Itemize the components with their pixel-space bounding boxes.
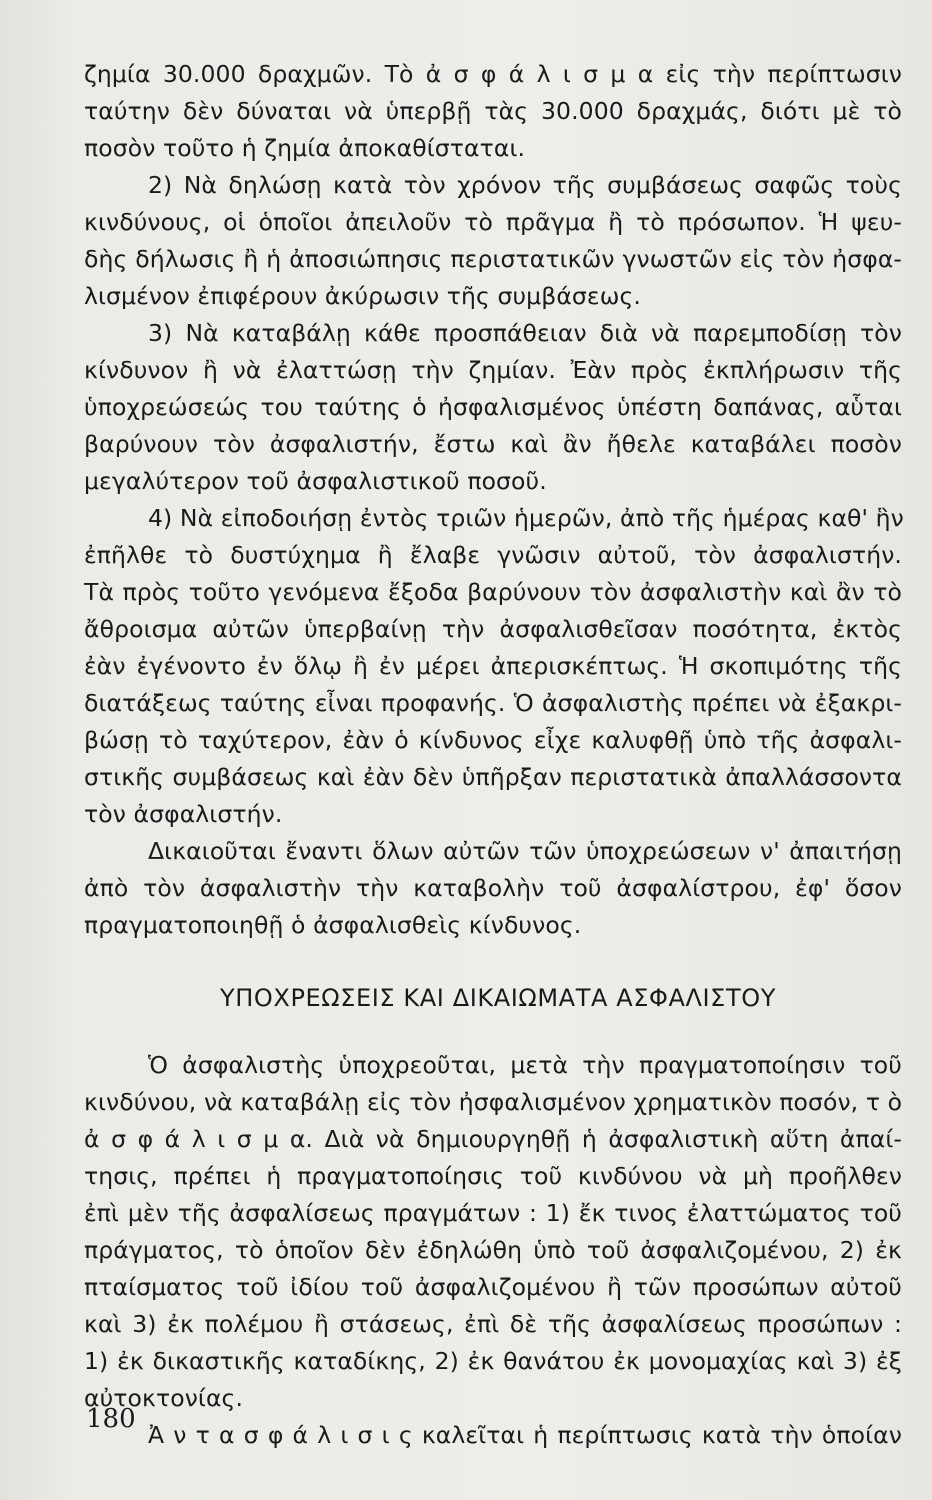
text-line: 4) Νὰ εἰποδοιήσῃ ἐντὸς τριῶν ἡμερῶν, ἀπὸ τῆς ἡμέρας καθ' ἣν [148, 504, 904, 532]
text-line: μεγαλύτερον τοῦ ἀσφαλιστικοῦ ποσοῦ. [84, 467, 547, 495]
text-line: λισμένον ἐπιφέρουν ἀκύρωσιν τῆς συμβάσεως. [84, 282, 641, 310]
text-line: ἀ σ φ ά λ ι σ μ α. Διὰ νὰ δημιουργηθῇ ἡ ἀσφαλιστικὴ αὕτη ἀπαί- [84, 1125, 902, 1153]
text-line: Τὰ πρὸς τοῦτο γενόμενα ἔξοδα βαρύνουν τὸν ἀσφαλιστὴν καὶ ἂν τὸ [84, 578, 902, 606]
text-line: ζημία 30.000 δραχμῶν. Τὸ ἀ σ φ ά λ ι σ μ α εἰς τὴν περίπτωσιν [84, 60, 902, 88]
text-line: δὴς δήλωσις ἢ ἡ ἀποσιώπησις περιστατικῶν γνωστῶν εἰς τὸν ἠσφα- [84, 245, 902, 273]
text-line: Ἀ ν τ α σ φ ά λ ι σ ι ς καλεῖται ἡ περίπτωσις κατὰ τὴν ὁποίαν [148, 1421, 902, 1449]
text-line: βαρύνουν τὸν ἀσφαλιστήν, ἔστω καὶ ἂν ἤθελε καταβάλει ποσὸν [84, 430, 902, 458]
text-line: κινδύνου, νὰ καταβάλῃ εἰς τὸν ἠσφαλισμένον χρηματικὸν ποσόν, τ ὸ [84, 1088, 903, 1116]
page-number: 180 [86, 1404, 136, 1434]
text-line: ταύτην δὲν δύναται νὰ ὑπερβῇ τὰς 30.000 δραχμάς, διότι μὲ τὸ [84, 97, 902, 125]
text-line: τησις, πρέπει ἡ πραγματοποίησις τοῦ κινδύνου νὰ μὴ προῆλθεν [84, 1162, 902, 1190]
section-heading: ΥΠΟΧΡΕΩΣΕΙΣ ΚΑΙ ΔΙΚΑΙΩΜΑΤΑ ΑΣΦΑΛΙΣΤΟΥ [220, 984, 776, 1012]
text-line: αὐτοκτονίας. [84, 1384, 244, 1412]
text-line: ὑποχρεώσεώς του ταύτης ὁ ἠσφαλισμένος ὑπέστη δαπάνας, αὗται [84, 393, 902, 421]
text-line: καὶ 3) ἐκ πολέμου ἢ στάσεως, ἐπὶ δὲ τῆς ἀσφαλίσεως προσώπων : [84, 1310, 902, 1338]
text-line: ἐπῆλθε τὸ δυστύχημα ἢ ἔλαβε γνῶσιν αὐτοῦ, τὸν ἀσφαλιστήν. [84, 541, 902, 569]
text-line: πταίσματος τοῦ ἰδίου τοῦ ἀσφαλιζομένου ἢ τῶν προσώπων αὐτοῦ [84, 1273, 902, 1301]
text-line: Δικαιοῦται ἔναντι ὅλων αὐτῶν τῶν ὑποχρεώσεων ν' ἀπαιτήσῃ [148, 837, 902, 865]
text-line: Ὁ ἀσφαλιστὴς ὑποχρεοῦται, μετὰ τὴν πραγματοποίησιν τοῦ [148, 1051, 902, 1079]
text-line: βώσῃ τὸ ταχύτερον, ἐὰν ὁ κίνδυνος εἶχε καλυφθῇ ὑπὸ τῆς ἀσφαλι- [84, 726, 902, 754]
text-line: ἐὰν ἐγένοντο ἐν ὅλῳ ἢ ἐν μέρει ἀπερισκέπτως. Ἡ σκοπιμότης τῆς [84, 652, 902, 680]
text-line: ποσὸν τοῦτο ἡ ζημία ἀποκαθίσταται. [84, 134, 526, 162]
text-line: 1) ἐκ δικαστικῆς καταδίκης, 2) ἐκ θανάτου ἐκ μονομαχίας καὶ 3) ἐξ [84, 1347, 902, 1375]
page-body [84, 56, 902, 1454]
text-line: 2) Νὰ δηλώσῃ κατὰ τὸν χρόνον τῆς συμβάσεως σαφῶς τοὺς [148, 171, 902, 199]
text-line: ἄθροισμα αὐτῶν ὑπερβαίνῃ τὴν ἀσφαλισθεῖσαν ποσότητα, ἐκτὸς [84, 615, 902, 643]
text-line: πραγματοποιηθῇ ὁ ἀσφαλισθεὶς κίνδυνος. [84, 911, 582, 939]
text-line: 3) Νὰ καταβάλῃ κάθε προσπάθειαν διὰ νὰ παρεμποδίσῃ τὸν [148, 319, 902, 347]
text-line: κίνδυνον ἢ νὰ ἐλαττώσῃ τὴν ζημίαν. Ἐὰν πρὸς ἐκπλήρωσιν τῆς [84, 356, 902, 384]
text-line: τὸν ἀσφαλιστήν. [84, 800, 283, 828]
text-line: στικῆς συμβάσεως καὶ ἐὰν δὲν ὑπῆρξαν περιστατικὰ ἀπαλλάσσοντα [84, 763, 902, 791]
text-line: διατάξεως ταύτης εἶναι προφανής. Ὁ ἀσφαλιστὴς πρέπει νὰ ἐξακρι- [84, 689, 902, 717]
text-line: κινδύνους, οἱ ὁποῖοι ἀπειλοῦν τὸ πρᾶγμα ἢ τὸ πρόσωπον. Ἡ ψευ- [84, 208, 902, 236]
text-line: ἀπὸ τὸν ἀσφαλιστὴν τὴν καταβολὴν τοῦ ἀσφαλίστρου, ἐφ' ὅσον [84, 874, 902, 902]
text-line: ἐπὶ μὲν τῆς ἀσφαλίσεως πραγμάτων : 1) ἔκ τινος ἐλαττώματος τοῦ [84, 1199, 902, 1227]
text-line: πράγματος, τὸ ὁποῖον δὲν ἐδηλώθη ὑπὸ τοῦ ἀσφαλιζομένου, 2) ἐκ [84, 1236, 902, 1264]
